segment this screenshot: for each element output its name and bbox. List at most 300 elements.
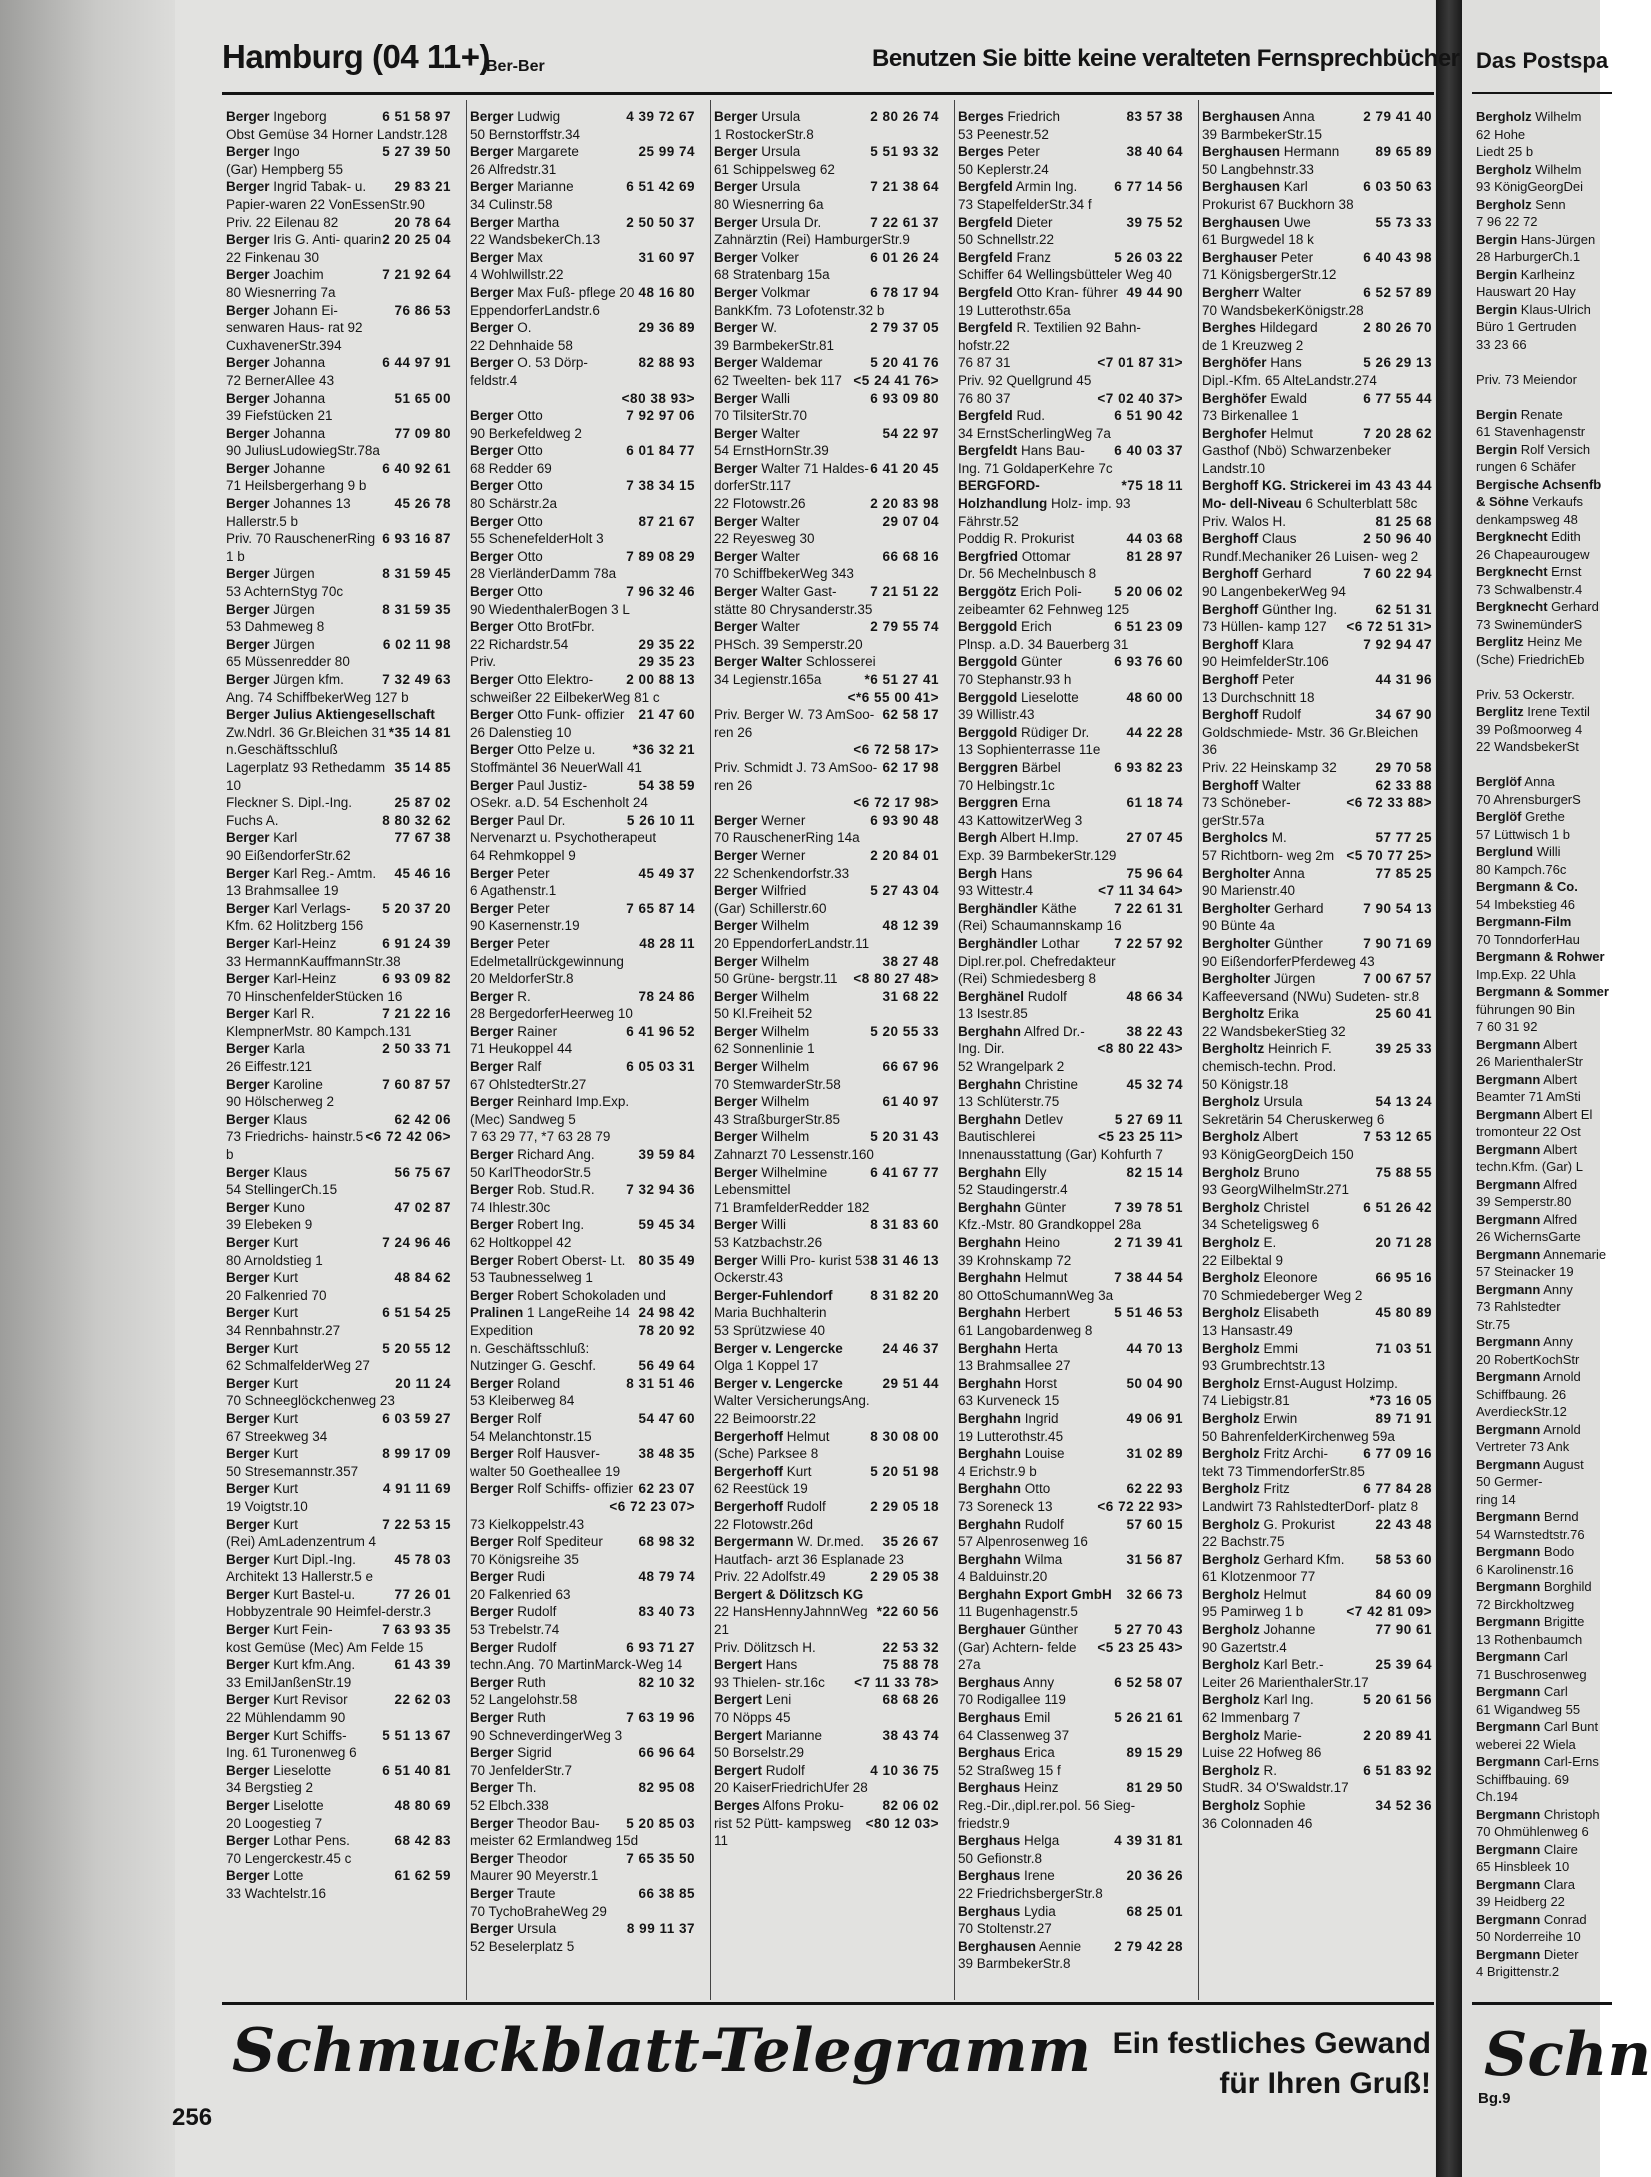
listing-details: 39 BarmbekerStr.8 <box>958 1956 1071 1972</box>
phone-number: 48 84 62 <box>394 1270 451 1286</box>
listing-entry <box>958 1428 1183 1446</box>
listing-surname: Berghofer <box>1202 425 1267 441</box>
listing-details: W. <box>761 320 778 336</box>
listing-details: Gerhard <box>1274 900 1324 916</box>
listing-details: 50 Keplerstr.24 <box>958 161 1049 177</box>
listing-surname: Bergfeld <box>958 179 1013 195</box>
listing-surname: Berges <box>958 109 1004 124</box>
listing-details: Schiffbaung. 26 <box>1476 1386 1567 1402</box>
phone-number: 7 63 93 35 <box>382 1622 451 1638</box>
adjacent-listing-line <box>1476 1946 1636 1964</box>
adjacent-listing-line <box>1476 1823 1636 1841</box>
listing-entry <box>226 1252 451 1270</box>
listing-details: 70 Lengerckestr.45 c <box>226 1850 352 1866</box>
listing-surname: Bergerhoff <box>714 1463 784 1479</box>
listing-surname: Berger <box>714 144 758 160</box>
listing-entry <box>714 1533 939 1568</box>
phone-number: *73 16 05 <box>1369 1393 1432 1409</box>
listing-entry <box>958 108 1183 126</box>
listing-details: 28 HarburgerCh.1 <box>1476 249 1581 264</box>
listing-surname: Berger <box>470 320 514 336</box>
listing-details: Kurt <box>273 1375 299 1391</box>
listing-entry <box>470 988 695 1006</box>
listing-entry <box>226 1603 451 1621</box>
listing-surname: Berger <box>470 284 514 300</box>
phone-number: 24 98 42 <box>638 1305 695 1321</box>
listing-surname: Bergin <box>1476 231 1518 247</box>
listing-surname: Berger <box>470 1921 514 1937</box>
phone-number: 22 53 32 <box>882 1639 939 1655</box>
listing-surname: Berger <box>470 1534 514 1550</box>
listing-details: Grethe <box>1525 809 1565 824</box>
phone-number: 62 51 31 <box>1375 601 1432 617</box>
column-divider <box>466 100 467 2000</box>
listing-details: 61 Burgwedel 18 k <box>1202 232 1314 248</box>
listing-surname: Berger <box>470 1815 514 1831</box>
phone-number: 6 93 09 80 <box>870 390 939 406</box>
listing-details: Walter Gast- <box>761 584 837 600</box>
adjacent-listing-line <box>1476 1491 1636 1509</box>
listing-details: Fleckner S. Dipl.-Ing. <box>226 795 353 811</box>
listing-entry <box>958 1234 1183 1252</box>
listing-entry <box>958 1920 1183 1938</box>
listing-entry <box>226 214 451 232</box>
listing-surname: Berger <box>226 1481 270 1497</box>
listing-surname: Berger <box>714 1094 758 1110</box>
listing-details: 39 BarmbekerStr.15 <box>1202 126 1323 142</box>
listing-entry <box>226 1216 451 1234</box>
phone-number: <5 24 41 76> <box>853 372 939 388</box>
listing-details: Walter <box>761 619 800 635</box>
listing-details: (Sche) FriedrichEb <box>1476 651 1585 667</box>
listing-details: 70 Helbingstr.1c <box>958 777 1055 793</box>
phone-number: <7 11 34 64> <box>1098 883 1183 899</box>
listing-entry <box>958 636 1183 654</box>
listing-entry <box>470 477 695 495</box>
listing-surname: Berger <box>470 1147 514 1163</box>
listing-details: 20 RobertKochStr <box>1476 1351 1580 1367</box>
listing-details: Otto Elektro- schweißer 22 EilbekerWeg 81 c <box>470 672 660 705</box>
phone-number: 38 48 35 <box>638 1446 695 1462</box>
listing-details: Ralf <box>517 1059 542 1075</box>
phone-number: 34 67 90 <box>1375 707 1432 723</box>
banner-line-1: Ein festliches Gewand <box>1112 2027 1431 2060</box>
adjacent-listing-line <box>1476 1928 1636 1946</box>
listing-entry <box>958 548 1183 566</box>
listing-entry <box>714 1146 939 1164</box>
listing-entry <box>714 865 939 883</box>
listing-details: Volker <box>761 249 799 265</box>
listing-details: Wilhelm <box>1535 161 1582 177</box>
listing-details: 20 Falkenried 63 <box>470 1586 571 1602</box>
adjacent-listing-line <box>1476 1298 1636 1316</box>
listing-details: 70 TilsiterStr.70 <box>714 408 808 424</box>
listing-surname: Bergholter <box>1202 971 1271 987</box>
listing-surname: Berger <box>470 1446 514 1462</box>
listing-surname: Berger <box>470 513 514 529</box>
listing-entry <box>226 302 451 355</box>
listing-details: Jürgen <box>273 601 315 617</box>
phone-number: 29 35 22 <box>638 636 695 652</box>
listing-entry <box>470 1304 695 1322</box>
listing-entry <box>714 548 939 566</box>
phone-number: 7 21 92 64 <box>382 267 451 283</box>
listing-details: Schiffer 64 Wellingsbütteler Weg 40 <box>958 267 1172 283</box>
listing-entry <box>1202 161 1432 179</box>
listing-entry <box>470 900 695 918</box>
listing-details: Wilhelm <box>761 1023 810 1039</box>
listing-entry <box>226 724 451 742</box>
listing-details: Karl R. <box>273 1006 315 1022</box>
listing-surname: Berger <box>226 460 270 476</box>
phone-number: 8 31 51 46 <box>626 1375 695 1391</box>
listing-details: 13 Schlüterstr.75 <box>958 1094 1060 1110</box>
listing-entry <box>1202 1516 1432 1534</box>
listing-entry <box>714 1586 939 1604</box>
listing-surname: Bergert <box>714 1692 763 1708</box>
listing-surname: Berghausen <box>958 1938 1037 1954</box>
listing-entry <box>226 653 451 671</box>
listing-details: Dipl.-Kfm. 65 AlteLandstr.274 <box>1202 372 1377 388</box>
phone-number: 38 43 74 <box>882 1727 939 1743</box>
adjacent-listing-line <box>1476 1771 1636 1789</box>
listing-entry <box>1202 425 1432 443</box>
listing-surname: Bergmann <box>1476 1421 1541 1437</box>
adjacent-listing-line <box>1476 1806 1636 1824</box>
adjacent-listing-line <box>1476 143 1636 161</box>
listing-details: Ursula Dr. <box>761 214 822 230</box>
listing-entry <box>1202 1428 1432 1446</box>
listing-details: Ruth <box>517 1674 546 1690</box>
listing-entry <box>714 1111 939 1129</box>
listing-entry <box>226 1234 451 1252</box>
listing-surname: Bergische Achsenfb <box>1476 476 1602 492</box>
phone-number: 89 71 91 <box>1375 1410 1432 1426</box>
listing-details: Sophie <box>1263 1798 1306 1813</box>
phone-number: 25 87 02 <box>394 795 451 811</box>
listing-surname: Bergmann <box>1476 1841 1541 1857</box>
adjacent-listing-line <box>1476 1141 1636 1159</box>
listing-details: 62 Holtkoppel 42 <box>470 1235 572 1250</box>
phone-number: 6 51 54 25 <box>382 1305 451 1321</box>
listing-entry <box>1202 1023 1432 1041</box>
listing-surname: Bergholz <box>1202 1094 1260 1110</box>
listing-entry <box>1202 636 1432 654</box>
listing-surname: Berger <box>470 1182 514 1198</box>
listing-surname: Berghausen <box>1202 144 1281 160</box>
listing-surname: Berggold <box>958 654 1018 670</box>
listing-details: Helga <box>1024 1833 1060 1849</box>
listing-entry <box>1202 882 1432 900</box>
listing-details: 70 StemwarderStr.58 <box>714 1076 841 1092</box>
listing-entry <box>470 1533 695 1551</box>
phone-number: 62 22 93 <box>1126 1481 1183 1497</box>
phone-number: 75 96 64 <box>1126 865 1183 881</box>
listing-entry <box>714 319 939 337</box>
listing-details: 53 Katzbachstr.26 <box>714 1235 823 1250</box>
adjacent-listing-line <box>1476 1001 1636 1019</box>
listing-details: 64 Classenweg 37 <box>958 1727 1070 1743</box>
adjacent-footer-rule <box>1472 2002 1612 2005</box>
listing-details: Volkmar <box>761 284 811 300</box>
listing-details: Kurt Dipl.-Ing. <box>273 1551 356 1567</box>
listing-details: 70 Nöpps 45 <box>714 1710 791 1726</box>
listing-entry <box>958 970 1183 988</box>
listing-details: 33 EmilJanßenStr.19 <box>226 1674 352 1690</box>
listing-entry <box>226 741 451 759</box>
banner-slogan <box>1065 2024 1431 2104</box>
phone-number: 6 52 58 07 <box>1114 1674 1183 1690</box>
listing-details: Otto <box>517 513 543 529</box>
listing-details: 39 Willistr.43 <box>958 707 1035 723</box>
listing-surname: Bergholz <box>1202 1446 1260 1462</box>
listing-surname: Berger <box>226 1516 270 1532</box>
adjacent-listing-line <box>1476 1508 1636 1526</box>
listing-entry <box>714 390 939 408</box>
listing-details: Priv. Berger W. 73 AmSoo- ren 26 <box>714 707 875 740</box>
listing-entry <box>958 1181 1183 1199</box>
listing-entry <box>1202 1005 1432 1023</box>
listing-details: 53 Dahmeweg 8 <box>226 619 325 635</box>
listing-entry <box>470 1445 695 1480</box>
listing-surname: Berghänel <box>958 988 1025 1004</box>
listing-entry <box>714 829 939 847</box>
phone-number: 6 51 26 42 <box>1363 1199 1432 1215</box>
listing-entry <box>226 1040 451 1058</box>
listing-surname: Berger <box>226 865 270 881</box>
listing-entry <box>958 477 1183 530</box>
listing-details: PHSch. 39 Semperstr.20 <box>714 636 863 652</box>
phone-number: 5 26 10 11 <box>626 812 695 828</box>
listing-entry <box>470 565 695 583</box>
listing-entry <box>958 354 1183 372</box>
phone-number: 5 27 69 11 <box>1114 1111 1183 1127</box>
phone-number: 75 88 78 <box>882 1657 939 1673</box>
listing-surname: Berges <box>958 144 1004 160</box>
phone-number: <80 12 03> <box>865 1815 939 1831</box>
listing-entry <box>714 1727 939 1745</box>
listing-entry <box>958 1199 1183 1217</box>
listing-entry <box>470 1093 695 1111</box>
listing-surname: Berger <box>470 1023 514 1039</box>
adjacent-listing-line <box>1476 1211 1636 1229</box>
listing-surname: Bergholz <box>1202 1410 1260 1426</box>
phone-number: 78 24 86 <box>638 988 695 1004</box>
phone-number: 7 65 87 14 <box>626 900 695 916</box>
listing-details: Ch.194 <box>1476 1789 1518 1804</box>
phone-number: 6 40 03 37 <box>1114 443 1183 459</box>
listing-surname: Berger <box>226 900 270 916</box>
listing-details: Ewald <box>1270 390 1308 406</box>
adjacent-listing-line <box>1476 1613 1636 1631</box>
listing-surname: Berger Julius Aktiengesellschaft <box>226 707 435 723</box>
listing-entry <box>958 1076 1183 1094</box>
listing-entry <box>226 1357 451 1375</box>
listing-details: Dieter <box>1016 214 1053 230</box>
listing-surname: Berger <box>470 1780 514 1796</box>
phone-number: 82 10 32 <box>638 1674 695 1690</box>
phone-number: 7 24 96 46 <box>382 1235 451 1250</box>
listing-surname: Bergholz <box>1202 1516 1260 1532</box>
listing-entry <box>470 1639 695 1657</box>
listing-entry <box>226 1480 451 1498</box>
listing-entry <box>470 741 695 759</box>
listing-surname: Berger <box>226 144 270 160</box>
listing-details: 70 Rodigallee 119 <box>958 1692 1066 1708</box>
phone-number: <8 80 27 48> <box>853 971 939 987</box>
listing-details: Edith <box>1551 529 1581 544</box>
listing-entry <box>226 1322 451 1340</box>
listing-details: 34 Culinstr.58 <box>470 196 553 212</box>
listing-details: Anny <box>1023 1674 1055 1690</box>
listing-details: Anna <box>1524 774 1555 789</box>
listing-entry <box>714 1691 939 1709</box>
listing-details: Lieselotte <box>273 1762 332 1778</box>
listing-entry <box>470 1885 695 1903</box>
listing-entry <box>958 1463 1183 1481</box>
listing-surname: Berghändler <box>958 935 1038 951</box>
listing-details: Robert Oberst- Lt. 53 Taubnesselweg 1 <box>470 1252 626 1286</box>
listing-surname: Berger <box>226 267 270 283</box>
listing-entry <box>958 724 1183 742</box>
phone-number: 5 20 06 02 <box>1114 584 1183 600</box>
listing-surname: Bergholz <box>1202 1235 1260 1250</box>
listing-surname: Berghaus <box>958 1710 1021 1726</box>
listing-details: 64 Rehmkoppel 9 <box>470 847 576 863</box>
listing-details: 55 SchenefelderHolt 3 <box>470 531 604 547</box>
listing-surname: Berghoff <box>1202 566 1259 582</box>
listing-surname: Berger <box>714 390 758 406</box>
listing-surname: Bergholz <box>1202 1340 1260 1356</box>
listing-details: 22 Reyesweg 30 <box>714 531 815 547</box>
listing-details: R. <box>517 988 531 1004</box>
listing-surname: Berghaus <box>958 1903 1021 1919</box>
listing-details: Liedt 25 b <box>1476 144 1534 159</box>
listing-details: 80 OttoSchumannWeg 3a <box>958 1287 1114 1303</box>
listing-entry <box>470 1357 695 1375</box>
listing-surname: Berger <box>470 355 514 371</box>
listing-surname: Bergert <box>714 1657 763 1673</box>
adjacent-header-rule <box>1472 92 1612 94</box>
listing-details: 73 Hüllen- kamp 127 <box>1202 619 1327 635</box>
listing-entry <box>470 1779 695 1797</box>
listing-surname: Berger <box>470 1604 514 1620</box>
listing-details: Walli <box>761 390 791 406</box>
adjacent-listing-line <box>1476 1088 1636 1106</box>
listing-details: Karl-Heinz <box>273 971 337 987</box>
listing-details: Zw.Ndrl. 36 Gr.Bleichen 31 <box>226 724 387 740</box>
listing-details: n.Geschäftsschluß <box>226 742 338 758</box>
listing-entry <box>470 1428 695 1446</box>
phone-number: <6 72 51 31> <box>1346 619 1432 635</box>
listing-entry <box>1202 777 1432 795</box>
listing-details: 28 BergedorferHeerweg 10 <box>470 1006 633 1022</box>
listing-entry <box>226 1639 451 1657</box>
listing-details: chemisch-techn. Prod. <box>1202 1059 1337 1075</box>
listing-surname: Berghahn <box>958 1023 1022 1039</box>
listing-details: Alfred <box>1543 1211 1578 1227</box>
listing-surname: Bergmann <box>1476 1684 1541 1699</box>
listing-entry <box>958 1252 1183 1270</box>
phone-number: 4 10 36 75 <box>870 1762 939 1778</box>
listing-entry <box>714 495 939 513</box>
listing-entry <box>714 1410 939 1428</box>
phone-number: 8 31 59 35 <box>382 601 451 617</box>
listing-details: Otto <box>517 584 543 600</box>
listing-details: 70 Ohmühlenweg 6 <box>1476 1824 1589 1839</box>
adjacent-listing-line <box>1476 476 1636 494</box>
listing-details: 90 EißendorferStr.62 <box>226 847 351 863</box>
phone-number: <7 02 40 37> <box>1097 390 1183 406</box>
phone-number: 83 57 38 <box>1126 109 1183 124</box>
listing-details: Kurt <box>273 1270 299 1286</box>
phone-number: 8 31 83 60 <box>870 1217 939 1233</box>
listing-surname: Bergholz <box>1202 1727 1260 1743</box>
listing-entry <box>714 354 939 372</box>
listing-details: Carl-Erns <box>1543 1754 1599 1769</box>
listing-entry <box>470 284 695 319</box>
listing-details: Otto Pelze u. <box>517 742 596 758</box>
listing-details: Nervenarzt u. Psychotherapeut <box>470 830 657 846</box>
adjacent-listing-line <box>1476 1701 1636 1719</box>
adjacent-listing-line <box>1476 808 1636 826</box>
phone-number: 7 39 78 51 <box>1114 1199 1183 1215</box>
listing-details: Wilhelmine <box>761 1164 828 1180</box>
listing-entry <box>714 1656 939 1674</box>
adjacent-listing-line <box>1476 878 1636 896</box>
listing-surname: Berggold <box>958 724 1018 740</box>
listing-surname: Berger <box>226 232 270 248</box>
listing-entry <box>470 1322 695 1340</box>
listing-details: Priv. 70 RauschenerRing 1 b <box>226 531 376 564</box>
listing-details: 61 Wigandweg 55 <box>1476 1701 1581 1717</box>
listing-surname: Berger <box>226 1657 270 1673</box>
listing-surname: Bergmann <box>1476 1141 1541 1157</box>
listing-entry <box>226 1111 451 1129</box>
phone-number: 39 59 84 <box>638 1147 695 1163</box>
adjacent-listing-line <box>1476 1071 1636 1089</box>
listing-entry <box>470 1480 695 1498</box>
listing-details: Helmut <box>786 1428 830 1444</box>
phone-number: 77 85 25 <box>1375 865 1432 881</box>
listing-details: 52 Beselerplatz 5 <box>470 1938 575 1954</box>
listing-surname: Berger <box>470 1745 514 1761</box>
adjacent-listing-line <box>1476 1386 1636 1404</box>
listing-details: Robert Schokoladen und <box>517 1287 666 1303</box>
phone-number: 2 79 41 40 <box>1363 109 1432 124</box>
listing-entry <box>958 442 1183 460</box>
listing-surname: Bergin <box>1476 301 1518 317</box>
listing-surname: Bergknecht <box>1476 599 1548 614</box>
listing-details: Werner <box>761 847 806 863</box>
listing-details: Klara <box>1262 636 1294 652</box>
adjacent-listing-line <box>1476 266 1636 284</box>
listing-entry <box>1202 1322 1432 1340</box>
adjacent-listing-line <box>1476 913 1636 931</box>
listing-surname: Berger <box>470 1481 514 1497</box>
listing-entry <box>714 1674 939 1692</box>
listing-entry <box>958 460 1183 478</box>
listing-entry <box>1202 143 1432 161</box>
listing-details: Rudolf Goldschmiede- Mstr. 36 Gr.Bleichen 36 <box>1202 707 1419 758</box>
listing-details: Albert <box>1543 1071 1578 1087</box>
listing-surname: Bergh <box>958 830 998 846</box>
phone-number: 6 77 14 56 <box>1114 179 1183 195</box>
listing-details: (Gar) Schillerstr.60 <box>714 900 827 916</box>
listing-entry <box>714 513 939 531</box>
listing-details: 33 Wachtelstr.16 <box>226 1885 327 1901</box>
phone-number: 71 03 51 <box>1375 1340 1432 1356</box>
